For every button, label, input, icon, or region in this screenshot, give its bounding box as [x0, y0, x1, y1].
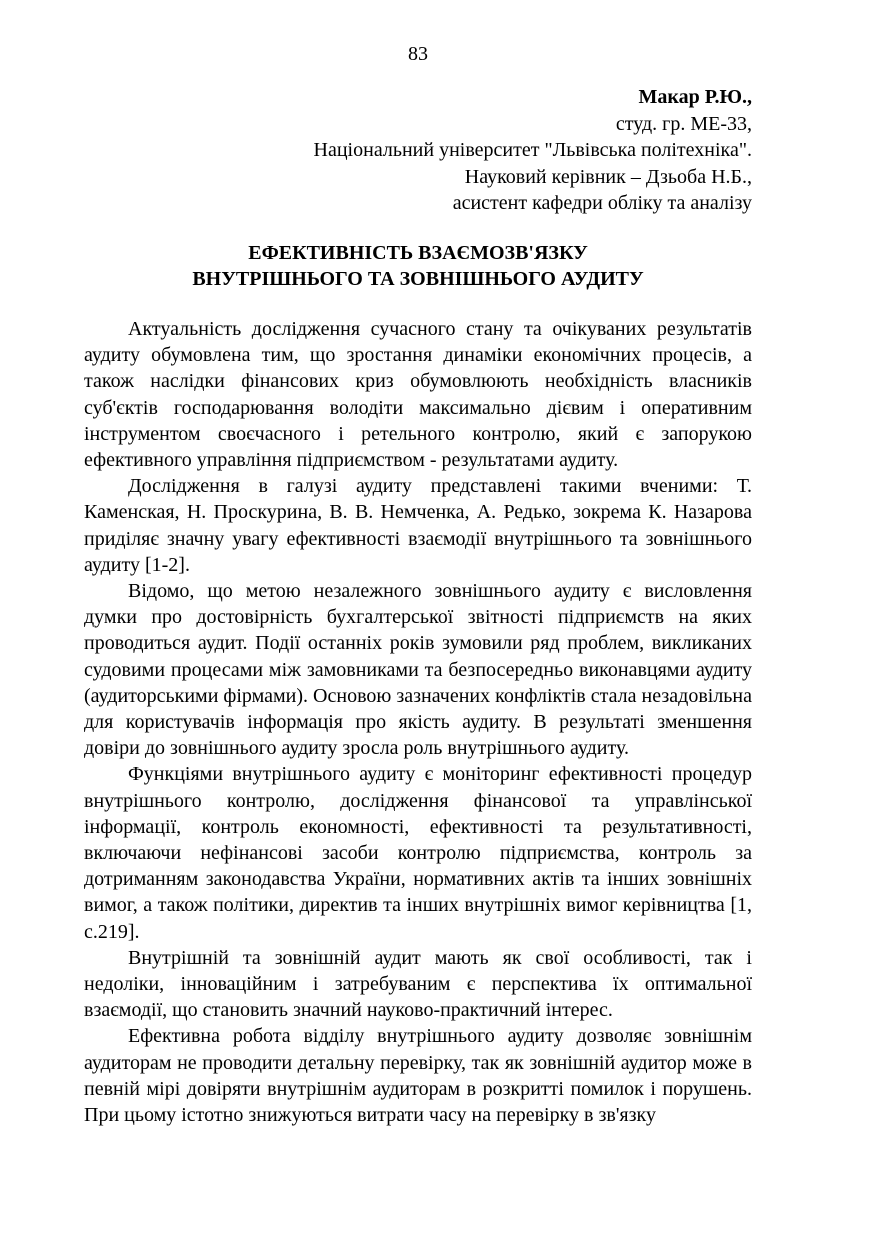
author-university: Національний університет "Львівська політехніка".	[313, 139, 752, 161]
title-line-1: ЕФЕКТИВНІСТЬ ВЗАЄМОЗВ'ЯЗКУ	[248, 242, 588, 264]
article-title	[84, 240, 752, 292]
paragraph: Актуальність дослідження сучасного стану та очікуваних результатів аудиту обумовлена тим, що зростання динаміки економічних процесів, а також наслідки фінансових криз обумовлюють необхідність власників суб'єктів господарювання володіти максимально дієвим і оперативним інструментом своєчасного і ретельного контролю, який є запорукою ефективного управління підприємством - результатами аудиту.	[84, 318, 752, 472]
title-line-2: ВНУТРІШНЬОГО ТА ЗОВНІШНЬОГО АУДИТУ	[192, 268, 644, 290]
paragraph: Дослідження в галузі аудиту представлені такими вченими: Т. Каменская, Н. Проскурина, В. В. Немченка, А. Редько, зокрема К. Назарова приділяє значну увагу ефективності взаємодії внутрішнього та зовнішнього аудиту [1-2].	[84, 475, 752, 576]
paragraph: Внутрішній та зовнішній аудит мають як свої особливості, так і недоліки, інноваційним і затребуваним є перспектива їх оптимальної взаємодії, що становить значний науково-практичний інтерес.	[84, 946, 752, 1022]
paragraph: Ефективна робота відділу внутрішнього аудиту дозволяє зовнішнім аудиторам не проводити детальну перевірку, так як зовнішній аудитор може в певній мірі довіряти внутрішнім аудиторам в розкритті помилок і порушень. При цьому істотно знижуються витрати часу на перевірку в зв'язку	[84, 1025, 752, 1127]
supervisor: Науковий керівник – Дзьоба Н.Б.,	[464, 165, 752, 188]
paragraph: Відомо, що метою незалежного зовнішнього аудиту є висловлення думки про достовірність бухгалтерської звітності підприємств на яких проводиться аудит. Події останніх років зумовили ряд проблем, викликаних судовими процесами між замовниками та безпосередньо виконавцями аудиту (аудиторськими фірмами). Основою зазначених конфліктів стала незадовільна для користувачів інформація про якість аудиту. В результаті зменшення довіри до зовнішнього аудиту зросла роль внутрішнього аудиту.	[84, 580, 752, 760]
supervisor-position: асистент кафедри обліку та аналізу	[452, 192, 752, 214]
article-body	[84, 316, 752, 1128]
author-block	[314, 84, 752, 217]
author-name: Макар Р.Ю.,	[638, 86, 752, 108]
author-group: студ. гр. МЕ-33,	[615, 112, 752, 135]
page-number: 83	[408, 43, 428, 65]
paragraph: Функціями внутрішнього аудиту є моніторинг ефективності процедур внутрішнього контролю, дослідження фінансової та управлінської інформації, контроль економності, ефективності та результативності, включаючи нефінансові засоби контролю підприємства, контроль за дотриманням законодавства України, нормативних актів та інших зовнішніх вимог, а також політики, директив та інших внутрішніх вимог керівництва [1, с.219].	[84, 763, 752, 943]
